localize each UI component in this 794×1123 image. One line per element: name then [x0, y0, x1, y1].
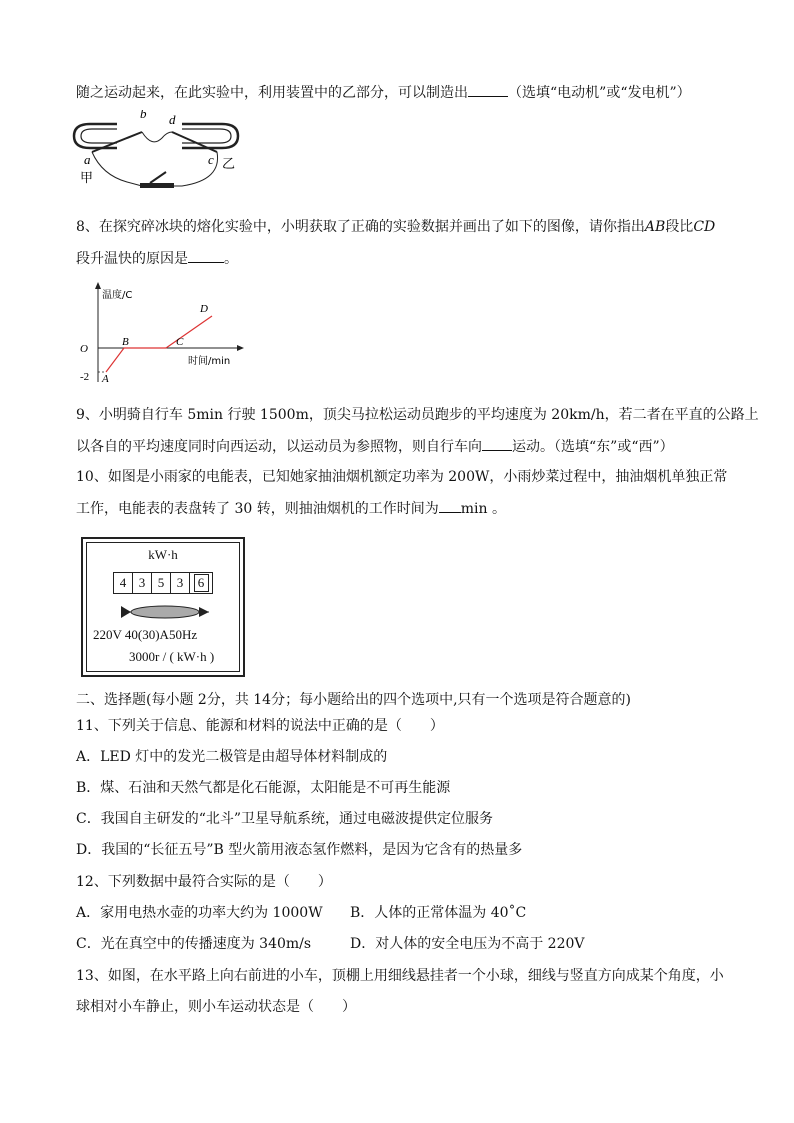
q10-line1: 10、如图是小雨家的电能表，已知她家抽油烟机额定功率为 200W，小雨炒菜过程中，抽油烟机单独正常 — [76, 469, 728, 485]
digit: 5 — [152, 573, 171, 593]
q11-option-c[interactable]: C．我国自主研发的“北斗”卫星导航系统，通过电磁波提供定位服务 — [76, 811, 494, 827]
q11-option-b[interactable]: B．煤、石油和天然气都是化石能源，太阳能是不可再生能源 — [76, 780, 451, 796]
q7-apparatus-figure — [72, 110, 252, 195]
q8-line2: 段升温快的原因是 。 — [76, 248, 238, 269]
meter-digits — [113, 572, 213, 594]
q11-option-d[interactable]: D．我国的“长征五号”B 型火箭用液态氢作燃料，是因为它含有的热量多 — [76, 842, 523, 858]
origin-label: O — [80, 343, 88, 355]
label-d: d — [169, 112, 176, 127]
electricity-meter — [81, 537, 245, 677]
answer-blank — [188, 248, 224, 263]
segment-cd — [166, 316, 212, 348]
point-c-label: C — [176, 336, 184, 348]
switch-lever — [150, 172, 166, 183]
answer-blank — [482, 436, 512, 451]
digit: 4 — [114, 573, 133, 593]
q9-line2: 以各自的平均速度同时向西运动，以运动员为参照物，则自行车向 运动。（选填“东”或“西”） — [76, 436, 674, 457]
meter-disk-icon — [119, 603, 211, 621]
digit-decimal: 6 — [190, 573, 212, 593]
digit: 3 — [133, 573, 152, 593]
q9-line1: 9、小明骑自行车 5min 行驶 1500m，顶尖马拉松运动员跑步的平均速度为 20km/h，若二者在平直的公路上 — [76, 407, 759, 423]
answer-blank — [468, 82, 508, 97]
label-a: a — [84, 152, 91, 167]
q11-stem: 11、下列关于信息、能源和材料的说法中正确的是（ ） — [76, 718, 444, 734]
answer-blank — [439, 498, 461, 513]
q12-option-c[interactable]: C．光在真空中的传播速度为 340m/s — [76, 936, 312, 952]
q12-option-b[interactable]: B．人体的正常体温为 40˚C — [350, 905, 527, 921]
q7-line1: 随之运动起来，在此实验中，利用装置中的乙部分，可以制造出 （选填“电动机”或“发电机”） — [76, 82, 691, 103]
segment-ab — [106, 348, 124, 372]
section-2-heading: 二、选择题(每小题 2分，共 14分；每小题给出的四个选项中,只有一个选项是符合题意的) — [76, 692, 631, 708]
point-d-label: D — [200, 303, 208, 315]
q11-option-a[interactable]: A．LED 灯中的发光二极管是由超导体材料制成的 — [76, 749, 388, 765]
point-a-label: A — [102, 373, 109, 385]
q13-line1: 13、如图，在水平路上向右前进的小车，顶棚上用细线悬挂者一个小球，细线与竖直方向成某个角度，小 — [76, 968, 724, 984]
x-label: 时间/min — [188, 356, 231, 367]
label-yi: 乙 — [222, 157, 236, 172]
right-magnet — [182, 124, 238, 148]
digit: 3 — [171, 573, 190, 593]
meter-rev: 3000r / ( kW·h ) — [129, 649, 215, 664]
q10-line2: 工作，电能表的表盘转了 30 转，则抽油烟机的工作时间为 min 。 — [76, 498, 506, 519]
label-c: c — [208, 152, 214, 167]
q13-line2: 球相对小车静止，则小车运动状态是（ ） — [76, 999, 356, 1015]
switch-base — [140, 183, 174, 188]
q12-stem: 12、下列数据中最符合实际的是（ ） — [76, 874, 332, 890]
neg-two-label: -2 — [80, 371, 90, 383]
meter-spec: 220V 40(30)A50Hz — [93, 627, 198, 642]
meter-unit: kW·h — [148, 547, 178, 562]
y-label: 温度/C — [102, 290, 133, 301]
q12-option-d[interactable]: D．对人体的安全电压为不高于 220V — [350, 936, 585, 952]
label-jia: 甲 — [80, 171, 94, 186]
q12-option-a[interactable]: A．家用电热水壶的功率大约为 1000W — [76, 905, 323, 921]
q8-line1: 8、在探究碎冰块的熔化实验中，小明获取了正确的实验数据并画出了如下的图像，请你指出AB段比CD — [76, 219, 716, 235]
q8-melting-graph — [72, 282, 252, 387]
label-b: b — [140, 110, 147, 121]
point-b-label: B — [122, 336, 129, 348]
